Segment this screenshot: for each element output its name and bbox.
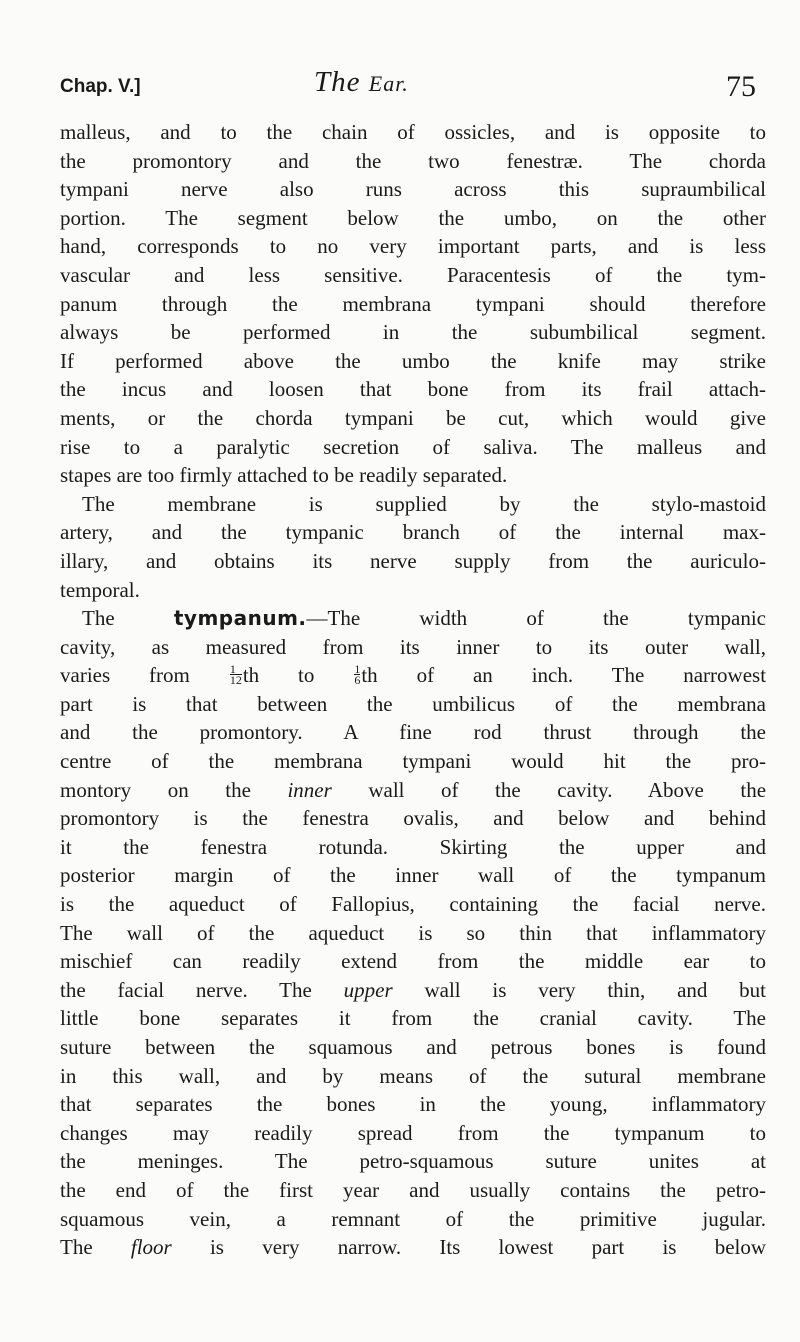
fraction-denominator: 6	[354, 673, 361, 688]
text-line: posterior margin of the inner wall of the tympanum	[60, 863, 766, 888]
emphasis-upper: upper	[343, 977, 393, 1002]
running-title	[314, 66, 409, 99]
text-fragment: varies from	[60, 663, 190, 688]
running-head	[60, 62, 762, 118]
text-line: stapes are too firmly attached to be readily separated.	[60, 463, 508, 488]
running-title-word: Ear.	[368, 71, 409, 96]
chapter-label: Chap. V.]	[60, 76, 141, 97]
text-line: hand, corresponds to no very important parts, and is less	[60, 234, 766, 259]
text-line: in this wall, and by means of the sutural membrane	[60, 1063, 766, 1088]
text-line: suture between the squamous and petrous bones is found	[60, 1035, 766, 1059]
fraction-numerator: 1	[354, 662, 361, 677]
fraction-denominator: 12	[229, 673, 242, 688]
text-line: squamous vein, a remnant of the primitive jugular.	[60, 1206, 766, 1231]
text-line: part is that between the umbilicus of the membrana	[60, 691, 766, 716]
text-line: ments, or the chorda tympani be cut, which would give	[60, 405, 766, 430]
text-line: and the promontory. A fine rod thrust through the	[60, 720, 766, 745]
text-line	[60, 1233, 766, 1262]
text-fragment: wall of the cavity. Above the	[368, 777, 767, 802]
page-number: 75	[726, 70, 756, 103]
text-line: cavity, as measured from its inner to its outer wall,	[60, 634, 766, 659]
text-line: is the aqueduct of Fallopius, containing the facial nerve.	[60, 892, 766, 917]
text-line: changes may readily spread from the tympanum to	[60, 1120, 766, 1145]
section-heading-tympanum: tympanum.	[173, 606, 307, 631]
text-line: If performed above the umbo the knife may strike	[60, 348, 766, 373]
text-line: it the fenestra rotunda. Skirting the upper and	[60, 834, 766, 859]
text-fragment: wall is very thin, and but	[424, 977, 767, 1002]
text-line: the end of the first year and usually contains the petro-	[60, 1177, 766, 1202]
text-line: the meninges. The petro-squamous suture unites at	[60, 1149, 766, 1174]
text-line	[60, 776, 766, 805]
emphasis-floor: floor	[130, 1235, 172, 1260]
text-line: promontory is the fenestra ovalis, and below and behind	[60, 806, 766, 831]
text-line: the promontory and the two fenestræ. The chorda	[60, 148, 766, 173]
text-line: malleus, and to the chain of ossicles, and is opposite to	[60, 120, 766, 144]
text-line: vascular and less sensitive. Paracentesis of the tym-	[60, 262, 766, 287]
text-line: temporal.	[60, 577, 140, 602]
text-line	[60, 604, 766, 633]
text-line: that separates the bones in the young, inflammatory	[60, 1092, 766, 1117]
text-line: The wall of the aqueduct is so thin that inflammatory	[60, 920, 766, 945]
text-line	[60, 661, 766, 690]
text-fragment: —The width of the tympanic	[306, 606, 767, 631]
text-fragment: th to	[242, 663, 315, 688]
text-line: mischief can readily extend from the middle ear to	[60, 949, 766, 974]
running-title-prefix: The	[314, 66, 369, 98]
text-line: rise to a paralytic secretion of saliva. The malleus and	[60, 434, 766, 459]
fraction-one-twelfth	[229, 662, 242, 688]
text-fragment: montory on the	[60, 777, 251, 802]
body-text	[60, 118, 766, 1262]
text-fragment: The	[82, 606, 115, 631]
text-line: always be performed in the subumbilical segment.	[60, 320, 766, 345]
emphasis-inner: inner	[287, 777, 332, 802]
text-fragment: th of an inch. The narrowest	[361, 663, 767, 688]
text-line: illary, and obtains its nerve supply from the auriculo-	[60, 548, 766, 573]
text-line: centre of the membrana tympani would hit the pro-	[60, 749, 766, 774]
text-fragment: The	[60, 1235, 93, 1260]
text-line: tympani nerve also runs across this supraumbilical	[60, 177, 766, 202]
fraction-one-sixth	[354, 662, 361, 688]
text-line	[60, 976, 766, 1005]
text-line: the incus and loosen that bone from its frail attach-	[60, 377, 766, 402]
text-line: The membrane is supplied by the stylo-mastoid	[82, 491, 766, 516]
fraction-numerator: 1	[230, 664, 242, 675]
text-fragment: the facial nerve. The	[60, 977, 312, 1002]
text-line: panum through the membrana tympani should therefore	[60, 291, 766, 316]
text-line: portion. The segment below the umbo, on the other	[60, 205, 766, 230]
text-line: little bone separates it from the cranial cavity. The	[60, 1006, 766, 1031]
text-fragment: is very narrow. Its lowest part is below	[209, 1235, 767, 1260]
text-line: artery, and the tympanic branch of the internal max-	[60, 520, 766, 545]
